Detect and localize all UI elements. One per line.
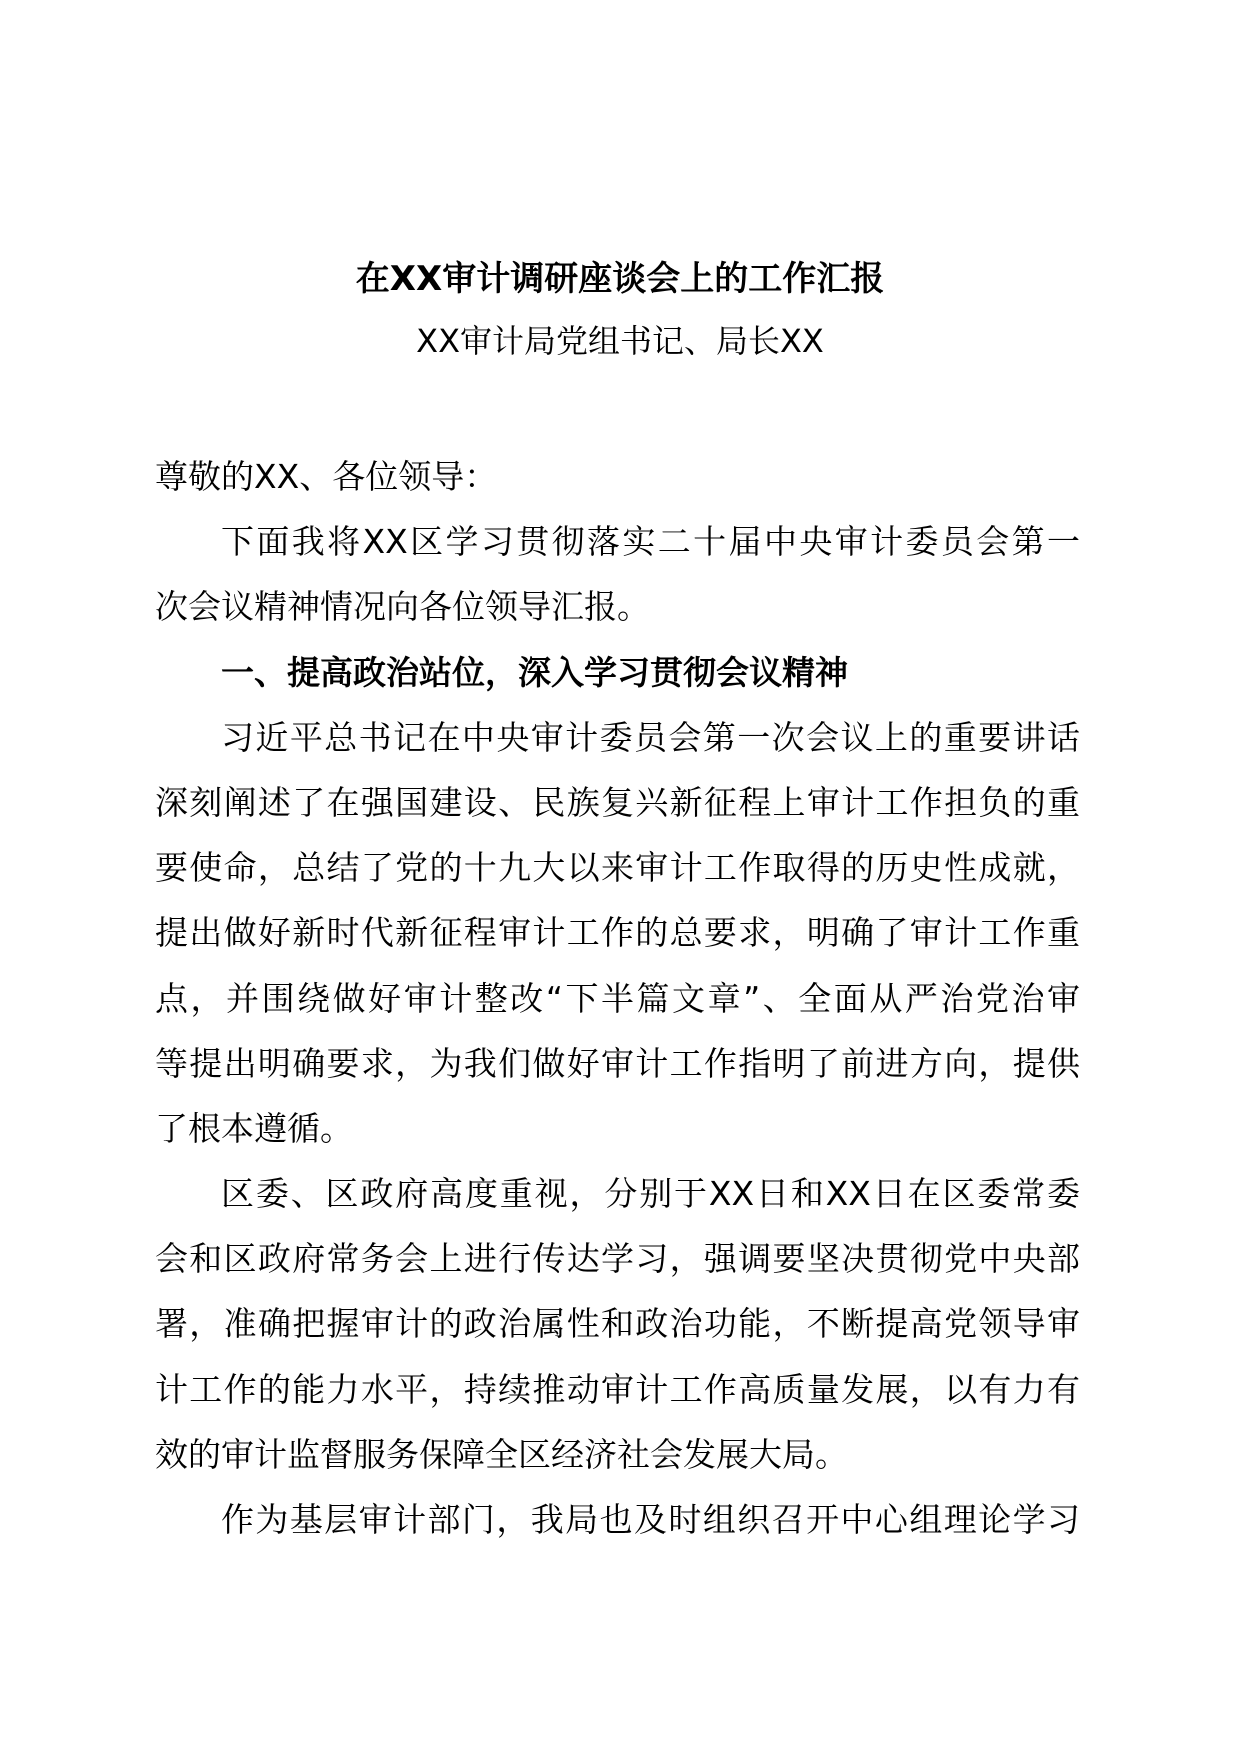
text-line: 署，准确把握审计的政治属性和政治功能，不断提高党领导审 <box>155 1304 1080 1344</box>
text-line: 下面我将XX区学习贯彻落实二十届中央审计委员会第一 <box>221 522 1080 562</box>
text-line: 次会议精神情况向各位领导汇报。 <box>155 587 650 627</box>
text-line: 等提出明确要求，为我们做好审计工作指明了前进方向，提供 <box>155 1043 1080 1083</box>
text-line: 会和区政府常务会上进行传达学习，强调要坚决贯彻党中央部 <box>155 1239 1080 1279</box>
text-line: 习近平总书记在中央审计委员会第一次会议上的重要讲话 <box>221 717 1080 757</box>
document-author: XX审计局党组书记、局长XX <box>416 322 824 360</box>
text-line: 尊敬的XX、各位领导： <box>155 457 498 496</box>
text-line: 计工作的能力水平，持续推动审计工作高质量发展，以有力有 <box>155 1369 1080 1409</box>
text-line: 提出做好新时代新征程审计工作的总要求，明确了审计工作重 <box>155 913 1080 953</box>
text-line: 作为基层审计部门，我局也及时组织召开中心组理论学习 <box>221 1500 1080 1539</box>
text-line: 要使命，总结了党的十九大以来审计工作取得的历史性成就， <box>155 848 1080 888</box>
document-title: 在XX审计调研座谈会上的工作汇报 <box>355 259 885 299</box>
text-line: 区委、区政府高度重视，分别于XX日和XX日在区委常委 <box>221 1174 1080 1214</box>
document-body <box>155 444 1080 1552</box>
text-line: 点，并围绕做好审计整改“下半篇文章”、全面从严治党治审 <box>155 978 1080 1018</box>
text-line: 深刻阐述了在强国建设、民族复兴新征程上审计工作担负的重 <box>155 782 1080 822</box>
text-line: 效的审计监督服务保障全区经济社会发展大局。 <box>155 1434 848 1474</box>
section-heading: 一、提高政治站位，深入学习贯彻会议精神 <box>221 652 848 692</box>
text-line: 了根本遵循。 <box>155 1108 353 1148</box>
